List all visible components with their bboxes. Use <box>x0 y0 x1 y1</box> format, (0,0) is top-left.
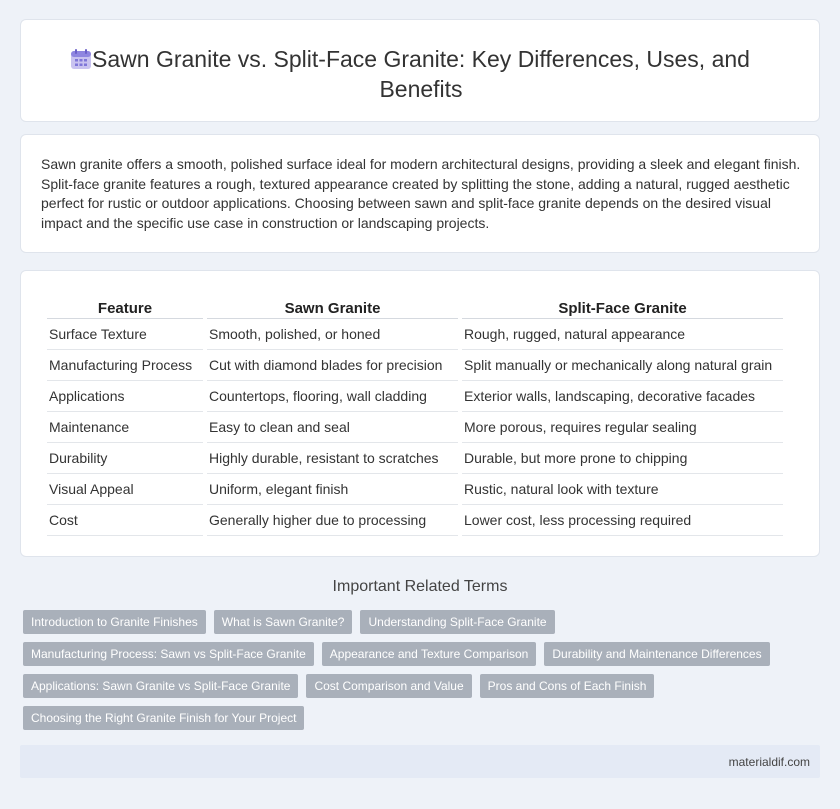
table-cell: Maintenance <box>47 412 203 443</box>
table-cell: Uniform, elegant finish <box>207 474 458 505</box>
table-row <box>47 443 783 474</box>
related-term-tag[interactable]: Applications: Sawn Granite vs Split-Face Granite <box>23 674 298 698</box>
comparison-table <box>43 295 787 536</box>
related-terms-list <box>23 610 783 730</box>
table-cell: Visual Appeal <box>47 474 203 505</box>
related-term-tag[interactable]: Durability and Maintenance Differences <box>544 642 769 666</box>
table-cell: Durable, but more prone to chipping <box>462 443 783 474</box>
table-cell: Cut with diamond blades for precision <box>207 350 458 381</box>
table-header: Split-Face Granite <box>462 295 783 319</box>
related-term-tag[interactable]: Choosing the Right Granite Finish for Your Project <box>23 706 304 730</box>
table-cell: Rough, rugged, natural appearance <box>462 319 783 350</box>
table-row <box>47 412 783 443</box>
table-header: Sawn Granite <box>207 295 458 319</box>
table-cell: Rustic, natural look with texture <box>462 474 783 505</box>
table-cell: Durability <box>47 443 203 474</box>
related-term-tag[interactable]: Introduction to Granite Finishes <box>23 610 206 634</box>
table-cell: Manufacturing Process <box>47 350 203 381</box>
table-cell: Split manually or mechanically along natural grain <box>462 350 783 381</box>
intro-text: Sawn granite offers a smooth, polished surface ideal for modern architectural designs, providing a sleek and elegant finish. Split-face granite features a rough, textured appearance created by splitting the stone, adding a natural, rugged aesthetic perfect for rustic or outdoor applications. Choosing between sawn and split-face granite depends on the desired visual impact and the specific use case in construction or landscaping projects. <box>41 156 801 231</box>
footer <box>20 745 820 778</box>
page-title: Sawn Granite vs. Split-Face Granite: Key Differences, Uses, and Benefits <box>92 46 750 102</box>
table-row <box>47 474 783 505</box>
related-term-tag[interactable]: What is Sawn Granite? <box>214 610 353 634</box>
table-cell: Exterior walls, landscaping, decorative facades <box>462 381 783 412</box>
intro-card <box>20 134 820 253</box>
header-card <box>20 19 820 122</box>
table-cell: Countertops, flooring, wall cladding <box>207 381 458 412</box>
table-row <box>47 505 783 536</box>
table-cell: Generally higher due to processing <box>207 505 458 536</box>
footer-site-name[interactable]: materialdif.com <box>728 755 810 769</box>
related-terms-title: Important Related Terms <box>332 578 508 595</box>
table-cell: Surface Texture <box>47 319 203 350</box>
table-row <box>47 319 783 350</box>
table-cell: Cost <box>47 505 203 536</box>
related-term-tag[interactable]: Understanding Split-Face Granite <box>360 610 554 634</box>
table-header: Feature <box>47 295 203 319</box>
table-header-row <box>47 295 783 319</box>
table-cell: Highly durable, resistant to scratches <box>207 443 458 474</box>
table-row <box>47 350 783 381</box>
related-term-tag[interactable]: Appearance and Texture Comparison <box>322 642 537 666</box>
table-row <box>47 381 783 412</box>
related-term-tag[interactable]: Pros and Cons of Each Finish <box>480 674 655 698</box>
table-cell: More porous, requires regular sealing <box>462 412 783 443</box>
related-term-tag[interactable]: Cost Comparison and Value <box>306 674 471 698</box>
table-cell: Smooth, polished, or honed <box>207 319 458 350</box>
table-cell: Easy to clean and seal <box>207 412 458 443</box>
table-cell: Applications <box>47 381 203 412</box>
table-cell: Lower cost, less processing required <box>462 505 783 536</box>
related-term-tag[interactable]: Manufacturing Process: Sawn vs Split-Face Granite <box>23 642 314 666</box>
comparison-card <box>20 270 820 557</box>
